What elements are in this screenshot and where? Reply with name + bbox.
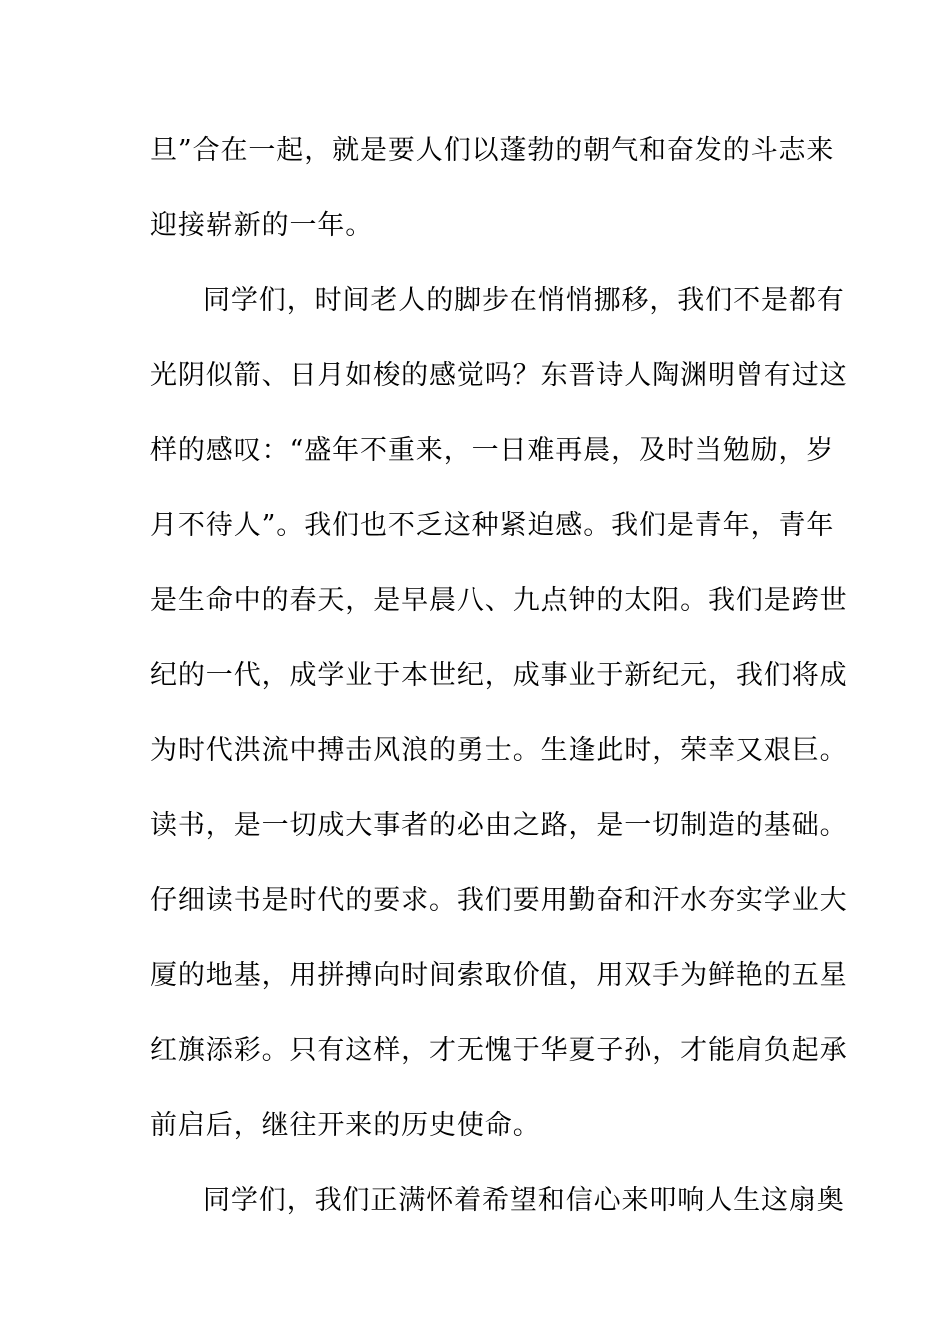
text-line: 厦的地基，用拼搏向时间索取价值，用双手为鲜艳的五星 [150, 960, 848, 991]
text-line: 旦”合在一起，就是要人们以蓬勃的朝气和奋发的斗志来 [150, 135, 835, 166]
text-line: 是生命中的春天，是早晨八、九点钟的太阳。我们是跨世 [150, 585, 848, 616]
text-line: 红旗添彩。只有这样，才无愧于华夏子孙，才能肩负起承 [150, 1035, 848, 1066]
text-line: 迎接崭新的一年。 [150, 210, 374, 241]
text-line: 仔细读书是时代的要求。我们要用勤奋和汗水夯实学业大 [150, 885, 848, 916]
paragraph-first-line: 同学们，我们正满怀着希望和信心来叩响人生这扇奥 [203, 1185, 845, 1216]
text-line: 月不待人”。我们也不乏这种紧迫感。我们是青年，青年 [150, 510, 835, 541]
text-line: 为时代洪流中搏击风浪的勇士。生逢此时，荣幸又艰巨。 [150, 735, 848, 766]
text-line: 纪的一代，成学业于本世纪，成事业于新纪元，我们将成 [150, 660, 848, 691]
text-line: 样的感叹：“盛年不重来，一日难再晨，及时当勉励，岁 [150, 435, 835, 466]
paragraph-first-line: 同学们，时间老人的脚步在悄悄挪移，我们不是都有 [203, 285, 845, 316]
text-line: 光阴似箭、日月如梭的感觉吗？东晋诗人陶渊明曾有过这 [150, 360, 848, 391]
text-line: 读书，是一切成大事者的必由之路，是一切制造的基础。 [150, 810, 848, 841]
text-line: 前启后，继往开来的历史使命。 [150, 1110, 541, 1141]
